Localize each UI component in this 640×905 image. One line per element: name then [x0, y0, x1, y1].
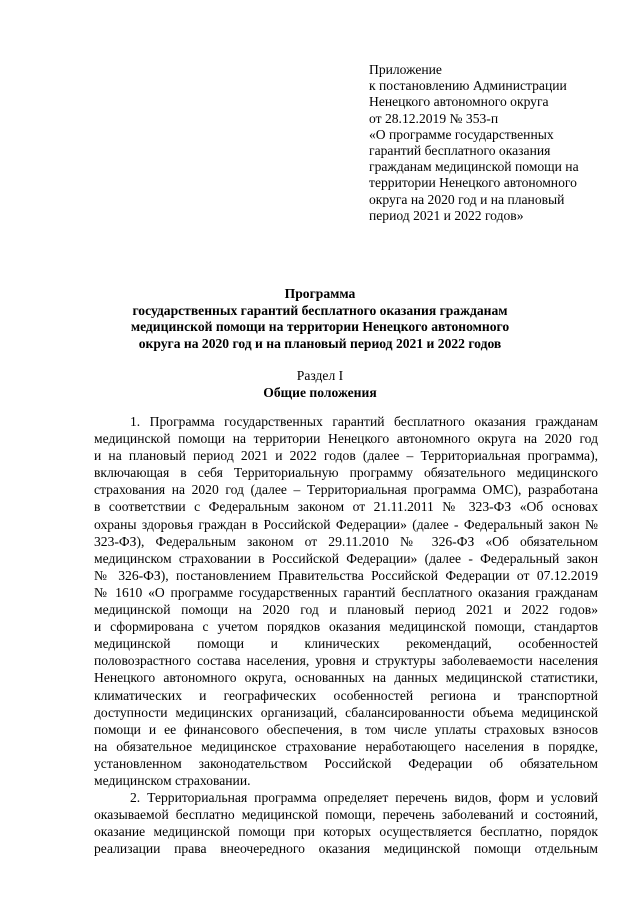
- program-title: [60, 286, 580, 352]
- paragraph-line: в соответствии с Федеральным законом от 21.11.2011 № 323-ФЗ «Об основах: [94, 499, 598, 515]
- appendix-line: территории Ненецкого автономного: [369, 175, 577, 191]
- appendix-line: Приложение: [369, 62, 442, 77]
- paragraph-line: включающая в себя Территориальную программу обязательного медицинского: [94, 465, 598, 481]
- paragraph-line: медицинской помощи и клинических рекомендаций, особенностей: [94, 636, 598, 652]
- title-line: государственных гарантий бесплатного оказания гражданам: [132, 302, 508, 318]
- paragraph-line: реализации права внеочередного оказания медицинской помощи отдельным: [94, 841, 598, 857]
- appendix-line: период 2021 и 2022 годов»: [369, 207, 524, 223]
- appendix-line: округа на 2020 год и на плановый: [369, 191, 565, 207]
- paragraph-line: медицинском страховании.: [94, 772, 251, 788]
- paragraph-line: медицинской помощи на 2020 год и плановый период 2021 и 2022 годов»: [94, 602, 598, 618]
- paragraph-line: и на плановый период 2021 и 2022 годов (далее – Территориальная программа),: [94, 448, 598, 464]
- paragraph-line: и сформирована с учетом порядков оказания медицинской помощи, стандартов: [94, 619, 598, 635]
- appendix-line: от 28.12.2019 № 353-п: [369, 110, 499, 126]
- appendix-note: [369, 62, 619, 224]
- paragraph-line: медицинском страховании в Российской Федерации» (далее - Федеральный закон: [94, 550, 598, 566]
- document-body: [94, 413, 598, 857]
- appendix-line: гражданам медицинской помощи на: [369, 159, 579, 175]
- appendix-line: «О программе государственных: [369, 126, 554, 142]
- paragraph-line: охраны здоровья граждан в Российской Федерации» (далее - Федеральный закон №: [94, 516, 598, 532]
- paragraph-line: помощи и ее финансового обеспечения, в том числе уплаты страховых взносов: [94, 721, 598, 737]
- appendix-line: Ненецкого автономного округа: [369, 94, 549, 110]
- section-label: Раздел I: [296, 368, 344, 383]
- paragraph-line: № 1610 «О программе государственных гарантий бесплатного оказания гражданам: [94, 584, 598, 600]
- paragraph-line: № 326-ФЗ), постановлением Правительства Российской Федерации от 07.12.2019: [94, 567, 598, 583]
- paragraph-line: Ненецкого автономного округа, основанных на данных медицинской статистики,: [94, 670, 598, 686]
- paragraph-line: 1. Программа государственных гарантий бесплатного оказания гражданам: [130, 414, 598, 429]
- title-line: Программа: [284, 286, 356, 301]
- paragraph-line: установленном законодательством Российской Федерации об обязательном: [94, 755, 598, 771]
- section-header: [60, 368, 580, 401]
- paragraph-line: оказание медицинской помощи при которых осуществляется бесплатно, порядок: [94, 824, 598, 840]
- paragraph-line: климатических и географических особенностей региона и транспортной: [94, 687, 598, 703]
- title-line: округа на 2020 год и на плановый период 2021 и 2022 годов: [138, 335, 502, 351]
- paragraph-2: [94, 789, 598, 857]
- paragraph-line: 323-ФЗ), Федеральным законом от 29.11.2010 № 326-ФЗ «Об обязательном: [94, 533, 598, 549]
- paragraph-line: на обязательное медицинское страхование неработающего населения в порядке,: [94, 738, 598, 754]
- title-line: медицинской помощи на территории Ненецкого автономного: [130, 319, 510, 334]
- appendix-line: гарантий бесплатного оказания: [369, 143, 551, 159]
- paragraph-line: 2. Территориальная программа определяет перечень видов, форм и условий: [130, 790, 598, 806]
- paragraph-1: [94, 413, 598, 789]
- paragraph-line: медицинской помощи на территории Ненецкого автономного округа на 2020 год: [94, 431, 598, 447]
- paragraph-line: половозрастного состава населения, уровня и структуры заболеваемости населения: [94, 653, 598, 669]
- paragraph-line: оказываемой бесплатно медицинской помощи, перечень заболеваний и состояний,: [94, 807, 598, 823]
- appendix-line: к постановлению Администрации: [369, 78, 567, 94]
- section-heading: Общие положения: [263, 384, 377, 400]
- paragraph-line: доступности медицинских организаций, сбалансированности объема медицинской: [94, 704, 598, 720]
- paragraph-line: страхования на 2020 год (далее – Территориальная программа ОМС), разработана: [94, 482, 598, 498]
